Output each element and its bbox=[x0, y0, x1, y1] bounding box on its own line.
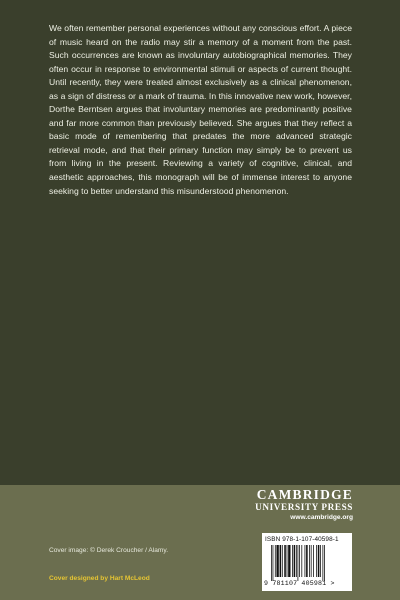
barcode-bar bbox=[287, 545, 288, 577]
barcode-bar bbox=[309, 545, 310, 577]
book-blurb: We often remember personal experiences without any conscious effort. A piece of music heard on the radio may stir a memory of a moment from the past. Such occurrences are known as involuntary autobiographical memories. They often occur in response to environmental stimuli or aspects of current thought. Until recently, they were treated almost exclusively as a clinical phenomenon, as a sign of distress or a mark of trauma. In this innovative new work, however, Dorthe Berntsen argues that involuntary memories are predominantly positive and far more common than previously believed. She argues that they reflect a basic mode of remembering that predates the more advanced strategic retrieval mode, and that their primary function may simply be to prevent us from living in the present. Reviewing a variety of cognitive, clinical, and aesthetic approaches, this monograph will be of immense interest to anyone seeking to better understand this misunderstood phenomenon. bbox=[49, 23, 352, 196]
barcode-bar bbox=[306, 545, 308, 577]
cover-footer-band bbox=[0, 485, 400, 600]
barcode-bar bbox=[275, 545, 276, 577]
barcode-bar bbox=[271, 545, 272, 581]
isbn-barcode bbox=[262, 533, 352, 591]
cover-image-credit: Cover image: © Derek Croucher / Alamy. bbox=[49, 547, 169, 554]
barcode-bar bbox=[318, 545, 320, 577]
barcode-bar bbox=[322, 545, 323, 581]
barcode-bar bbox=[273, 545, 274, 581]
publisher-name: CAMBRIDGE bbox=[256, 487, 353, 502]
barcode-bar bbox=[305, 545, 306, 577]
barcode-bar bbox=[276, 545, 278, 577]
barcode-bar bbox=[280, 545, 282, 577]
cover-designer-credit: Cover designed by Hart McLeod bbox=[49, 575, 150, 582]
barcode-bar bbox=[282, 545, 283, 577]
barcode-bar bbox=[292, 545, 293, 577]
barcode-bar bbox=[316, 545, 317, 577]
barcode-bar bbox=[313, 545, 314, 577]
barcode-bar bbox=[324, 545, 325, 581]
barcode-bar bbox=[296, 545, 297, 577]
publisher-logo bbox=[255, 488, 353, 523]
publisher-subtitle: UNIVERSITY PRESS bbox=[255, 502, 353, 512]
barcode-bars bbox=[269, 545, 349, 581]
publisher-url: www.cambridge.org bbox=[290, 514, 353, 521]
barcode-number: 9 781107 405981 > bbox=[264, 580, 335, 587]
barcode-bar bbox=[284, 545, 286, 577]
barcode-bar bbox=[288, 545, 290, 577]
isbn-label: ISBN 978-1-107-40598-1 bbox=[265, 536, 339, 543]
barcode-bar bbox=[301, 545, 302, 577]
barcode-bar bbox=[299, 545, 300, 577]
barcode-bar bbox=[320, 545, 321, 577]
barcode-bar bbox=[294, 545, 296, 577]
barcode-bar bbox=[311, 545, 312, 577]
barcode-bar bbox=[298, 545, 299, 581]
